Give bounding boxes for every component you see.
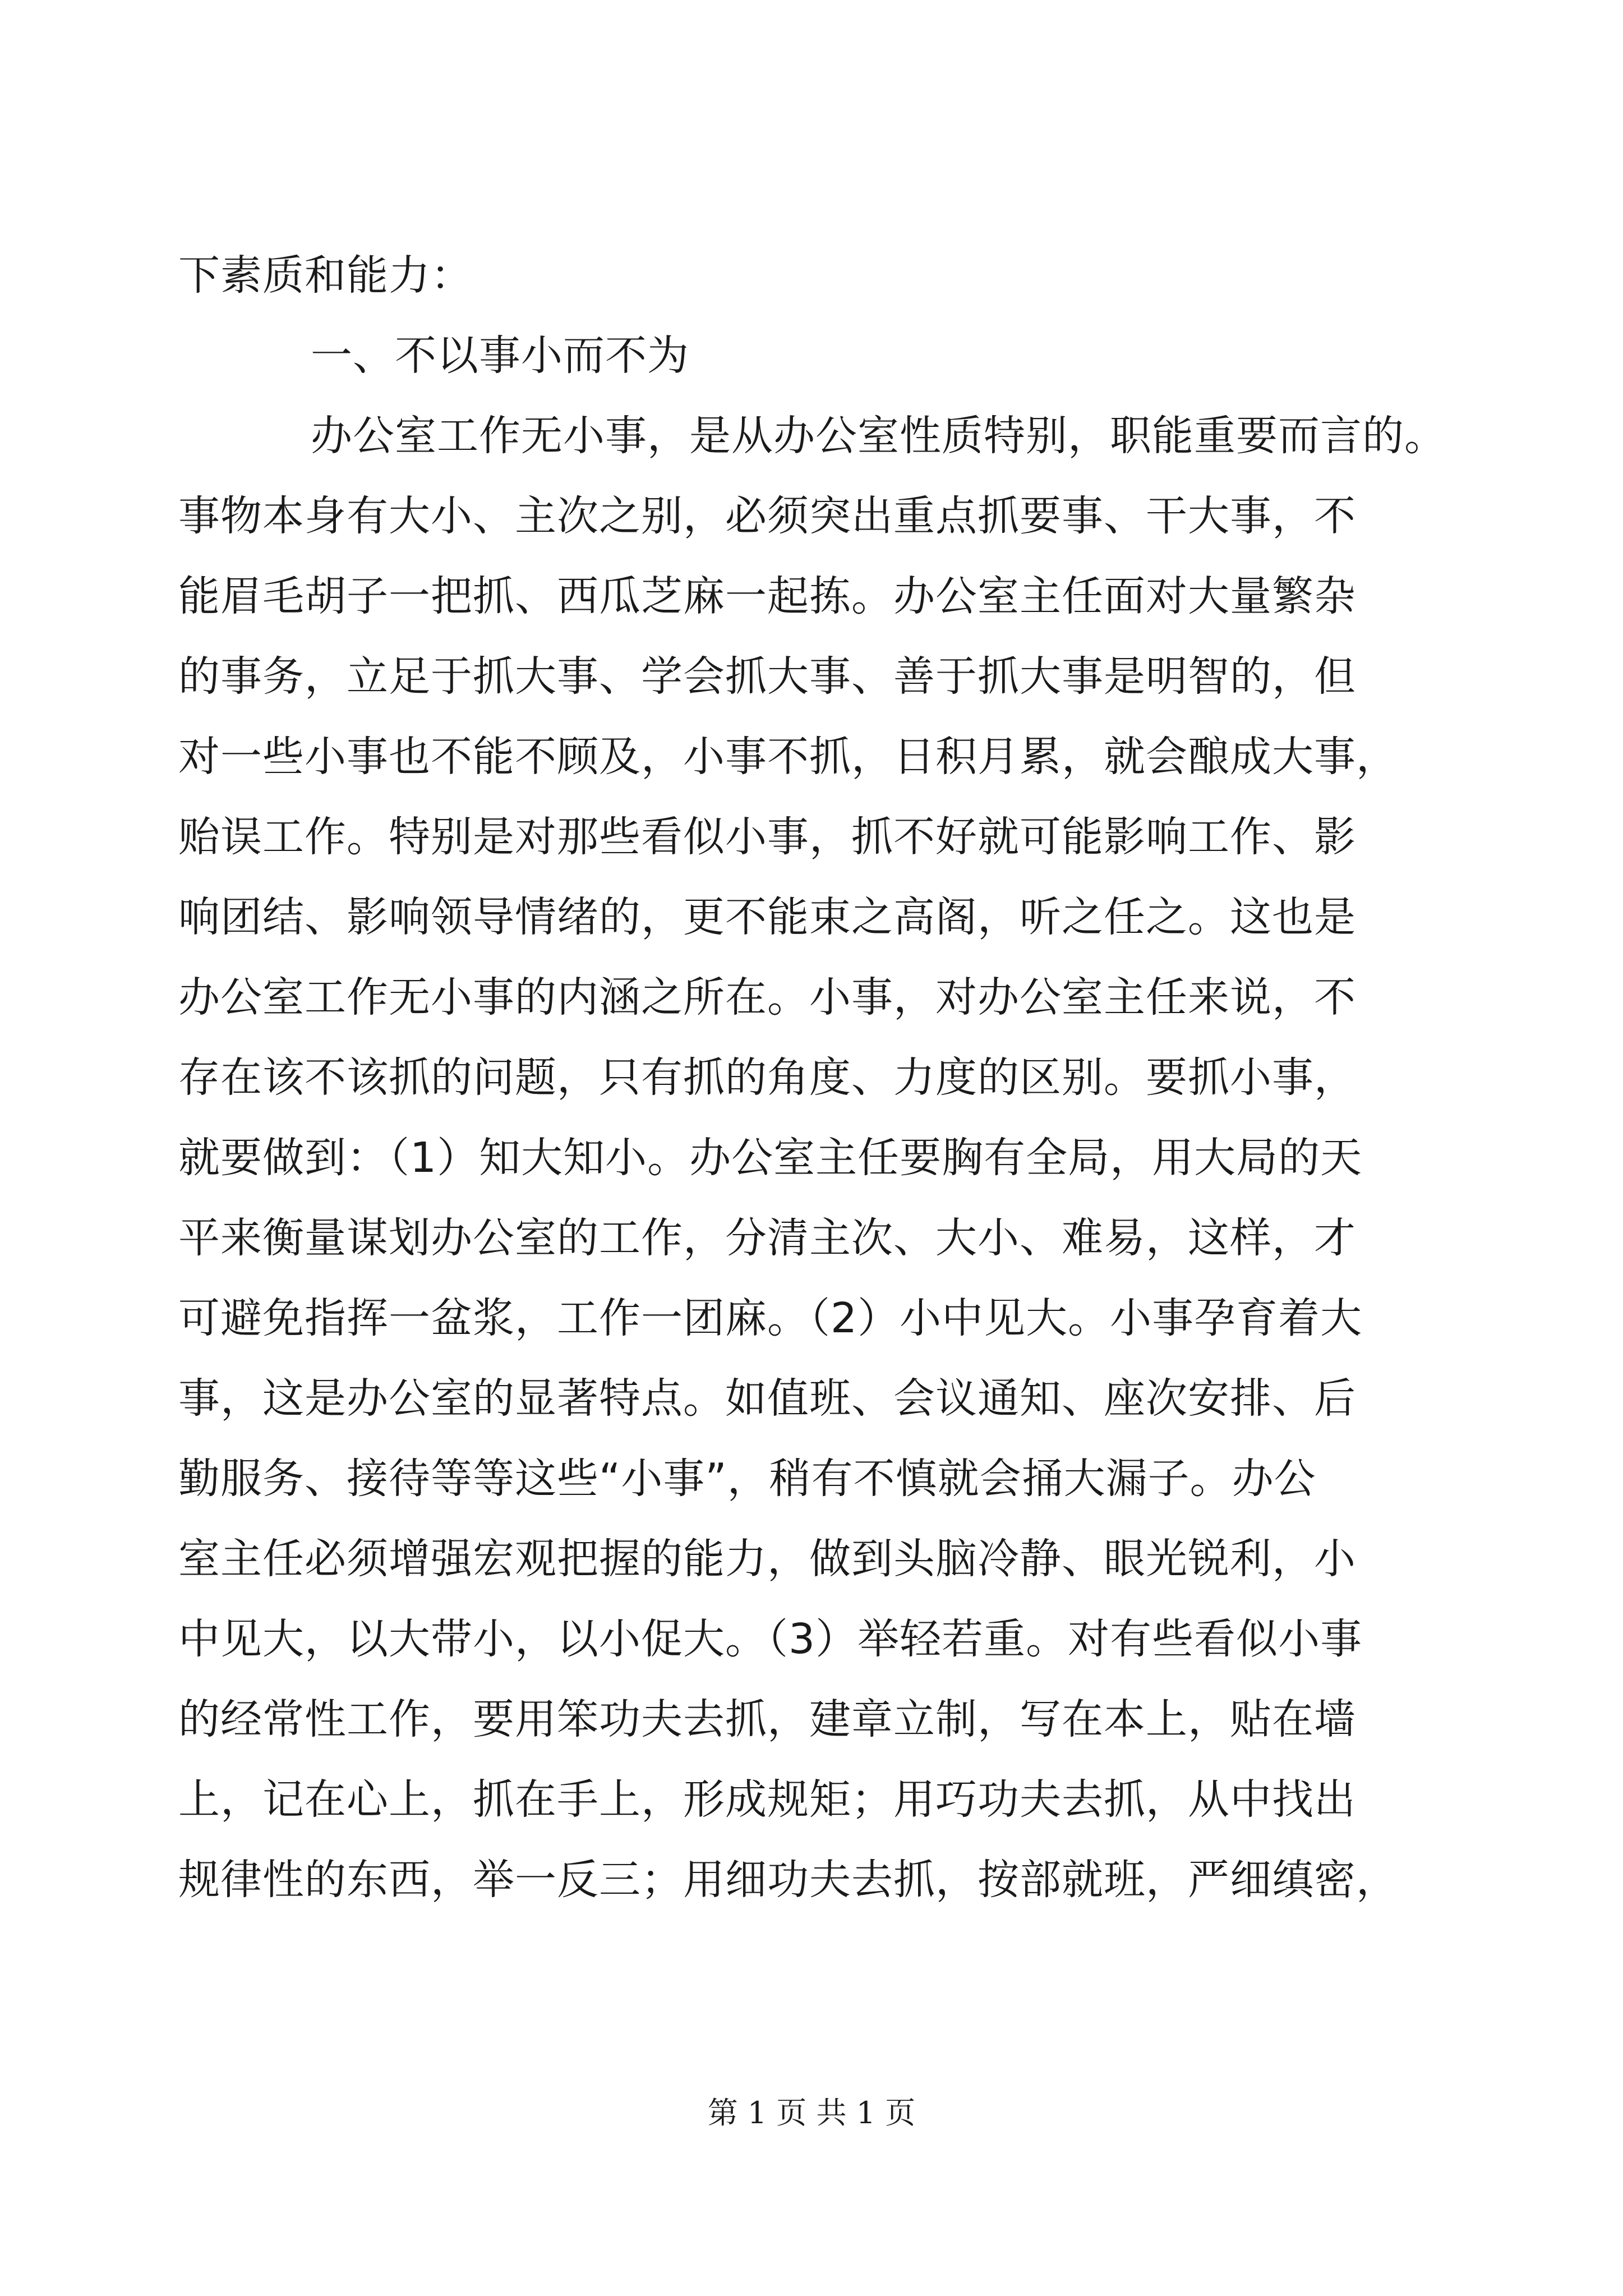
text-line: 室主任必须增强宏观把握的能力，做到头脑冷静、眼光锐利，小: [178, 1535, 1356, 1583]
text-line: 事物本身有大小、主次之别，必须突出重点抓要事、干大事，不: [178, 492, 1356, 540]
text-line: 能眉毛胡子一把抓、西瓜芝麻一起拣。办公室主任面对大量繁杂: [178, 572, 1356, 620]
page-number-label: 第 1 页 共 1 页: [707, 2095, 916, 2131]
text-line: 上，记在心上，抓在手上，形成规矩；用巧功夫去抓，从中找出: [178, 1775, 1356, 1824]
page-footer: [0, 2093, 1623, 2133]
text-line: 的经常性工作，要用笨功夫去抓，建章立制，写在本上，贴在墙: [178, 1695, 1356, 1743]
text-line: 可避免指挥一盆浆，工作一团麻。（2）小中见大。小事孕育着大: [178, 1294, 1363, 1342]
text-line: 下素质和能力：: [178, 251, 473, 300]
text-line: 对一些小事也不能不顾及，小事不抓，日积月累，就会酿成大事，: [178, 733, 1398, 781]
text-line: 事，这是办公室的显著特点。如值班、会议通知、座次安排、后: [178, 1374, 1356, 1423]
section-heading: 一、不以事小而不为: [311, 332, 689, 380]
text-line: 办公室工作无小事的内涵之所在。小事，对办公室主任来说，不: [178, 973, 1356, 1022]
text-line: 存在该不该抓的问题，只有抓的角度、力度的区别。要抓小事，: [178, 1053, 1356, 1102]
text-line: 规律性的东西，举一反三；用细功夫去抓，按部就班，严细缜密，: [178, 1856, 1398, 1904]
document-body: [178, 236, 1463, 1920]
paragraph-first-line: 办公室工作无小事，是从办公室性质特别，职能重要而言的。: [311, 412, 1446, 460]
text-line: 贻误工作。特别是对那些看似小事，抓不好就可能影响工作、影: [178, 813, 1356, 861]
text-line: 平来衡量谋划办公室的工作，分清主次、大小、难易，这样，才: [178, 1214, 1356, 1262]
text-line: 就要做到：（1）知大知小。办公室主任要胸有全局，用大局的天: [178, 1134, 1363, 1182]
text-line: 响团结、影响领导情绪的，更不能束之高阁，听之任之。这也是: [178, 893, 1356, 941]
text-line: 中见大，以大带小，以小促大。（3）举轻若重。对有些看似小事: [178, 1615, 1363, 1663]
text-line: 勤服务、接待等等这些“小事”，稍有不慎就会捅大漏子。办公: [178, 1455, 1316, 1503]
text-line: 的事务，立足于抓大事、学会抓大事、善于抓大事是明智的，但: [178, 652, 1356, 701]
